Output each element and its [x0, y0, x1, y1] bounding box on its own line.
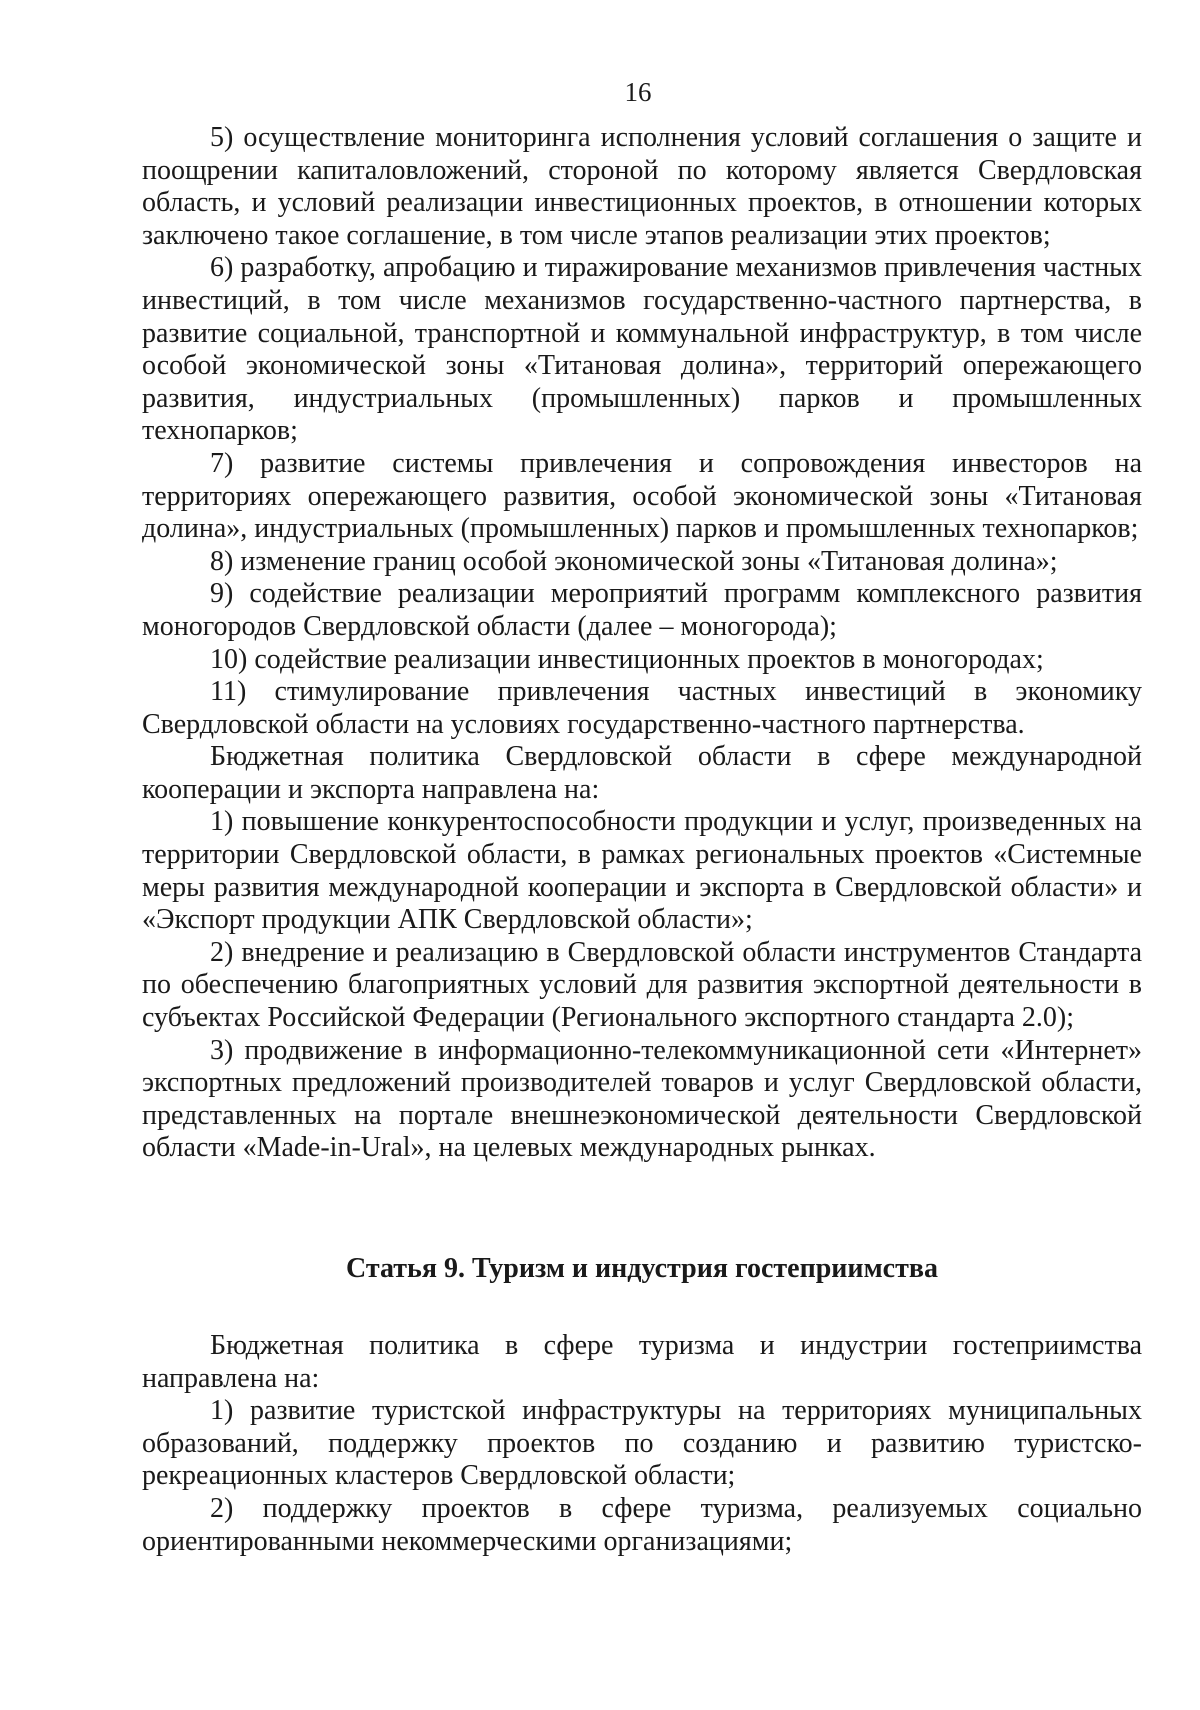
- paragraph-export-1: 1) повышение конкурентоспособности продукции и услуг, произведенных на территории Свердловской области, в рамках региональных проектов «Системные меры развития международной кооперации и экспорта в Свердловской области» и «Экспорт продукции АПК Свердловской области»;: [142, 806, 1142, 936]
- article-heading: Статья 9. Туризм и индустрия гостеприимства: [346, 1253, 938, 1284]
- paragraph-tourism-1: 1) развитие туристской инфраструктуры на территориях муниципальных образований, поддержку проектов по созданию и развитию туристско-рекреационных кластеров Свердловской области;: [142, 1395, 1142, 1492]
- paragraph-export-3: 3) продвижение в информационно-телекоммуникационной сети «Интернет» экспортных предложений производителей товаров и услуг Свердловской области, представленных на портале внешнеэкономической деятельности Свердловской области «Made-in-Ural», на целевых международных рынках.: [142, 1034, 1142, 1164]
- paragraph-item-6: 6) разработку, апробацию и тиражирование механизмов привлечения частных инвестиций, в том числе механизмов государственно-частного партнерства, в развитие социальной, транспортной и коммунальной инфраструктур, в том числе особой экономической зоны «Титановая долина», территорий опережающего развития, индустриальных (промышленных) парков и промышленных технопарков;: [142, 252, 1142, 447]
- paragraph-item-11: 11) стимулирование привлечения частных инвестиций в экономику Свердловской области на условиях государственно-частного партнерства.: [142, 676, 1142, 740]
- paragraph-item-5: 5) осуществление мониторинга исполнения условий соглашения о защите и поощрении капиталовложений, стороной по которому является Свердловская область, и условий реализации инвестиционных проектов, в отношении которых заключено такое соглашение, в том числе этапов реализации этих проектов;: [142, 122, 1142, 251]
- page-number: 16: [624, 77, 652, 107]
- paragraph-tourism-2: 2) поддержку проектов в сфере туризма, реализуемых социально ориентированными некоммерческими организациями;: [142, 1492, 1142, 1557]
- paragraph-export-intro: Бюджетная политика Свердловской области в сфере международной кооперации и экспорта направлена на:: [142, 741, 1142, 805]
- paragraph-item-9: 9) содействие реализации мероприятий программ комплексного развития моногородов Свердловской области (далее – моногорода);: [142, 578, 1142, 642]
- paragraph-item-8: 8) изменение границ особой экономической зоны «Титановая долина»;: [210, 545, 1058, 577]
- paragraph-tourism-intro: Бюджетная политика в сфере туризма и индустрии гостеприимства направлена на:: [142, 1330, 1142, 1394]
- document-body: [142, 122, 1142, 1165]
- paragraph-item-7: 7) развитие системы привлечения и сопровождения инвесторов на территориях опережающего развития, особой экономической зоны «Титановая долина», индустриальных (промышленных) парков и промышленных технопарков;: [142, 447, 1142, 545]
- paragraph-export-2: 2) внедрение и реализацию в Свердловской области инструментов Стандарта по обеспечению благоприятных условий для развития экспортной деятельности в субъектах Российской Федерации (Регионального экспортного стандарта 2.0);: [142, 936, 1142, 1034]
- article-body: [142, 1330, 1142, 1558]
- paragraph-item-10: 10) содействие реализации инвестиционных проектов в моногородах;: [210, 643, 1044, 675]
